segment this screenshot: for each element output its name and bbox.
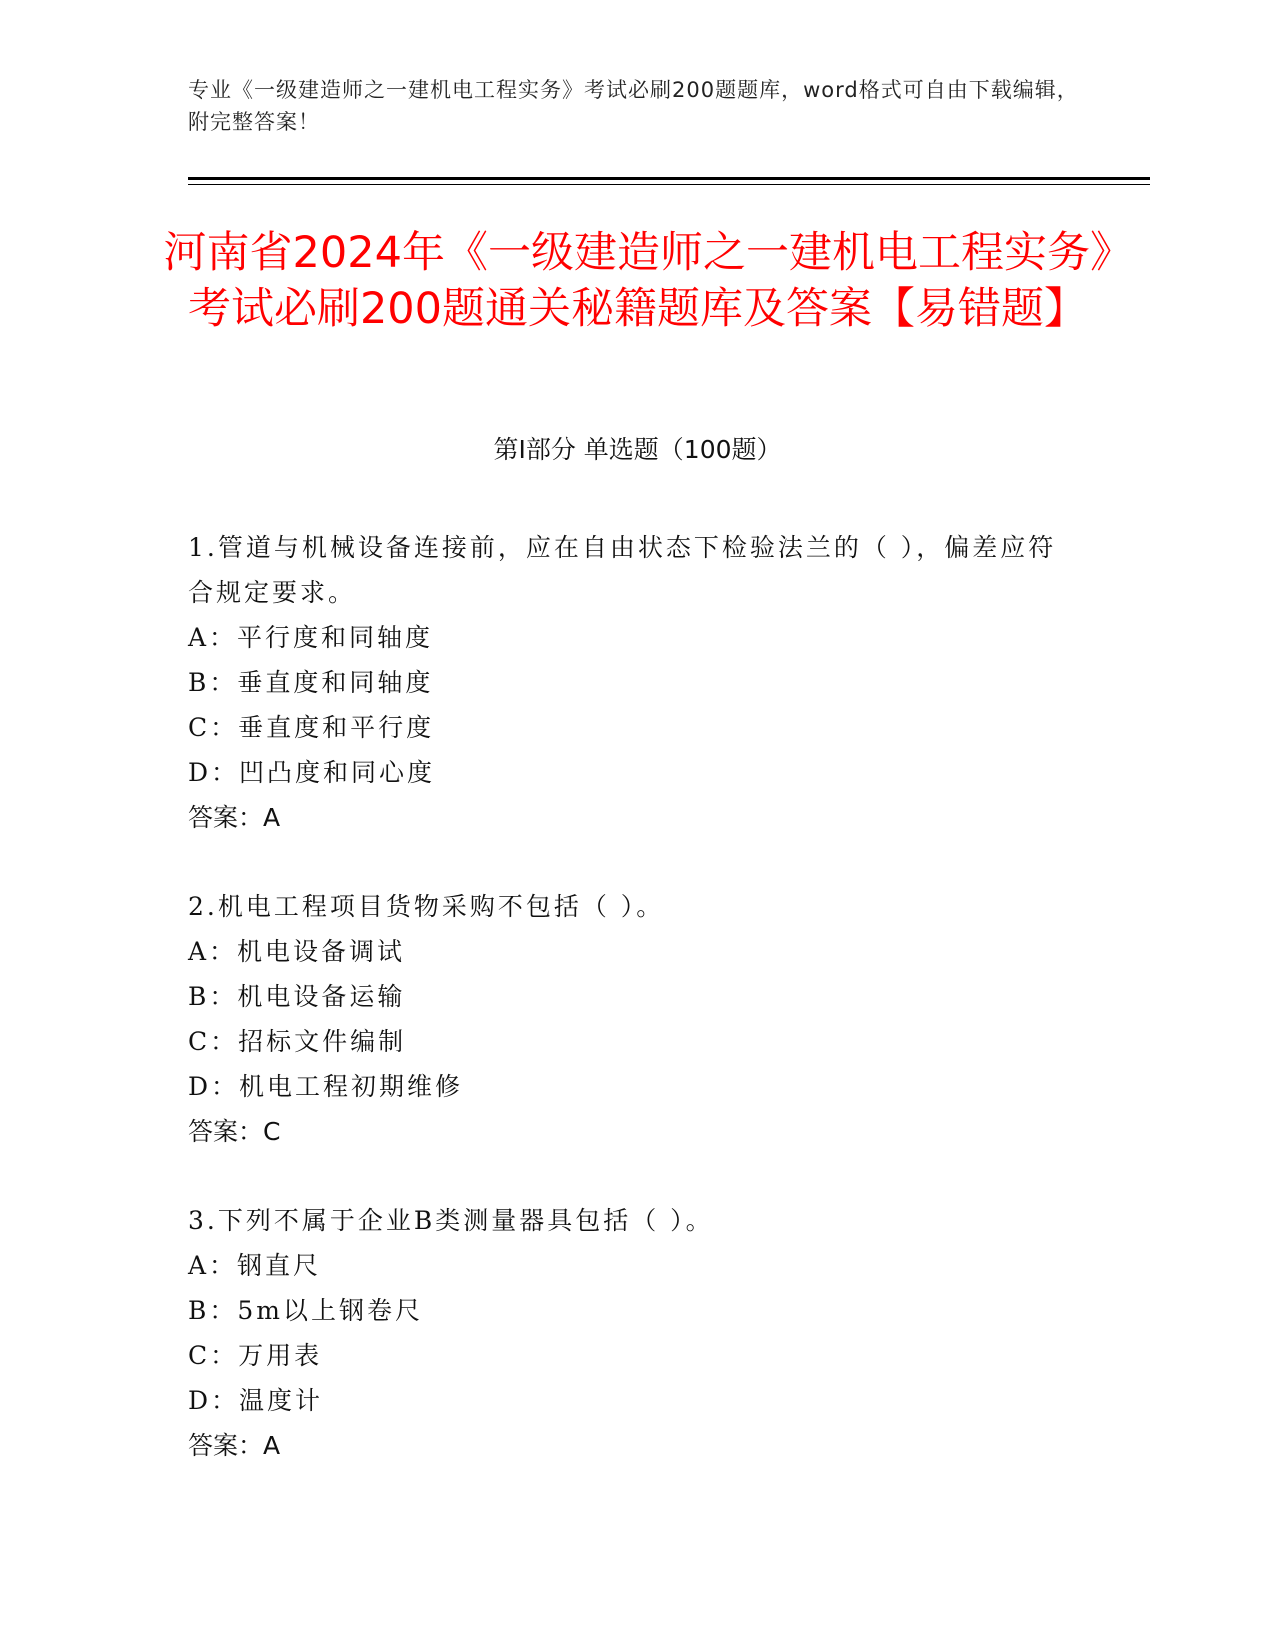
option-b: B：机电设备运输 <box>188 982 406 1011</box>
option-d: D：温度计 <box>188 1386 324 1415</box>
option-a: A：机电设备调试 <box>188 937 406 966</box>
option-c: C：万用表 <box>188 1341 323 1370</box>
option-c: C：垂直度和平行度 <box>188 713 435 742</box>
answer: 答案：C <box>188 1117 281 1146</box>
question-list <box>188 525 1068 1512</box>
answer: 答案：A <box>188 1431 281 1460</box>
option-b: B：垂直度和同轴度 <box>188 668 434 697</box>
option-a: A：钢直尺 <box>188 1251 322 1280</box>
answer: 答案：A <box>188 803 281 832</box>
question-stem: 3.下列不属于企业B类测量器具包括（ ）。 <box>188 1206 714 1235</box>
question-1 <box>188 525 1068 840</box>
option-a: A：平行度和同轴度 <box>188 623 434 652</box>
option-b: B：5m以上钢卷尺 <box>188 1296 423 1325</box>
header-divider-thin <box>188 184 1150 185</box>
option-d: D：机电工程初期维修 <box>188 1072 464 1101</box>
question-stem: 2.机电工程项目货物采购不包括（ ）。 <box>188 892 665 921</box>
header-divider-thick <box>188 177 1150 180</box>
question-stem: 1.管道与机械设备连接前，应在自由状态下检验法兰的（ ），偏差应符合规定要求。 <box>188 533 1057 607</box>
document-title: 河南省2024年《一级建造师之一建机电工程实务》考试必刷200题通关秘籍题库及答案【易错题】 <box>163 228 1112 334</box>
option-d: D：凹凸度和同心度 <box>188 758 436 787</box>
section-title: 第I部分 单选题（100题） <box>493 435 782 464</box>
question-2 <box>188 884 1068 1154</box>
question-3 <box>188 1198 1068 1468</box>
header-note: 专业《一级建造师之一建机电工程实务》考试必刷200题题库，word格式可自由下载编辑，附完整答案！ <box>188 78 1079 134</box>
option-c: C：招标文件编制 <box>188 1027 407 1056</box>
